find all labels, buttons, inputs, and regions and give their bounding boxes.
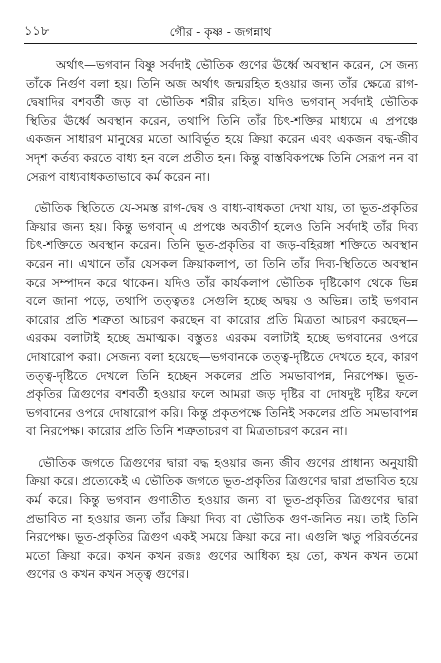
page-number: ১১৮ bbox=[24, 24, 50, 39]
paragraph-2: ভৌতিক স্থিতিতে যে-সমস্ত রাগ-দ্বেষ ও বাধ্য-বাধকতা দেখা যায়, তা ভূত-প্রকৃতির ক্রিয়ার জন্য হয়। কিন্তু ভগবান্ এ প্রপঞ্চে অবতীর্ণ হলেও তিনি সর্বদাই তাঁর দিব্য চিৎ-শক্তিতে অবস্থান করেন। তিনি ভূত-প্রকৃতির বা জড়-বহিরঙ্গা শক্তিতে অবস্থান করেন না। এখানে তাঁর যেসকল ক্রিয়াকলাপ, তা তিনি তাঁর দিব্য-স্থিতিতে অবস্থান করে সম্পাদন করে থাকেন। যদিও তাঁর কার্যকলাপ ভৌতিক দৃষ্টিকোণ থেকে ভিন্ন বলে জানা পড়ে, তথাপি তত্ত্বতঃ সেগুলি হচ্ছে অদ্বয় ও অভিন্ন। তাই ভগবান কারোর প্রতি শত্রুতা আচরণ করছেন বা কারোর প্রতি মিত্রতা আচরণ করছেন—এরকম বলাটাই হচ্ছে ভ্রমাত্মক। বস্তুতঃ এরকম বলাটাই হচ্ছে ভগবানের ওপরে দোষারোপ করা। সেজন্য বলা হয়েছে—ভগবানকে তত্ত্ব-দৃষ্টিতে দেখতে হবে, কারণ তত্ত্ব-দৃষ্টিতে দেখলে তিনি হচ্ছেন সকলের প্রতি সমভাবাপন্ন, নিরপেক্ষ। ভূত-প্রকৃতির ত্রিগুণের বশবর্তী হওয়ার ফলে আমরা জড় দৃষ্টির বা দোষদুষ্ট দৃষ্টির ফলে ভগবানের ওপরে দোষারোপ করি। কিন্তু প্রকৃতপক্ষে তিনিই সকলের প্রতি সমভাবাপন্ন বা নিরপেক্ষ। কারোর প্রতি তিনি শত্রুতাচরণ বা মিত্রতাচরণ করেন না। bbox=[26, 201, 418, 439]
running-title: গৌর - কৃষ্ণ - জগন্নাথ bbox=[169, 25, 272, 39]
header-divider bbox=[24, 43, 417, 44]
body-text bbox=[26, 56, 418, 584]
paragraph-1: অর্থাৎ—ভগবান বিষ্ণু সর্বদাই ভৌতিক গুণের ঊর্ধ্বে অবস্থান করেন, সে জন্য তাঁকে নির্গুণ বলা হয়। তিনি অজ অর্থাৎ জন্মরহিত হওয়ার জন্য তাঁর ক্ষেত্রে রাগ-দ্বেষাদির বশবর্তী জড় বা ভৌতিক শরীর রহিত। যদিও ভগবান্ সর্বদাই ভৌতিক স্থিতির ঊর্ধ্বে অবস্থান করেন, তথাপি তিনি তাঁর চিৎ-শক্তির মাধ্যমে এ প্রপঞ্চে একজন সাধারণ মানুষের মতো আবির্ভূত হয়ে ক্রিয়া করেন এবং একজন বদ্ধ-জীব সদৃশ কর্তব্য করতে বাধ্য হন বলে প্রতীত হন। কিন্তু বাস্তবিকপক্ষে তিনি সেরূপ নন বা সেরূপ বাধ্যবাধকতাভাবে কর্ম করেন না। bbox=[26, 58, 418, 184]
page-header bbox=[24, 24, 417, 46]
paragraph-3: ভৌতিক জগতে ত্রিগুণের দ্বারা বদ্ধ হওয়ার জন্য জীব গুণের প্রাধান্য অনুযায়ী ক্রিয়া করে। প্রত্যেকেই এ ভৌতিক জগতে ভূত-প্রকৃতির ত্রিগুণের দ্বারা প্রভাবিত হয়ে কর্ম করে। কিন্তু ভগবান গুণাতীত হওয়ার জন্য বা ভূত-প্রকৃতির ত্রিগুণের দ্বারা প্রভাবিত না হওয়ার জন্য তাঁর ক্রিয়া দিব্য বা ভৌতিক গুণ-জনিত নয়। তাই তিনি নিরপেক্ষ। ভূত-প্রকৃতির ত্রিগুণ একই সময়ে ক্রিয়া করে না। এগুলি ঋতু পরিবর্তনের মতো ক্রিয়া করে। কখন কখন রজঃ গুণের আধিক্য হয় তো, কখন কখন তমো গুণের ও কখন কখন সত্ত্ব গুণের। bbox=[26, 455, 418, 582]
